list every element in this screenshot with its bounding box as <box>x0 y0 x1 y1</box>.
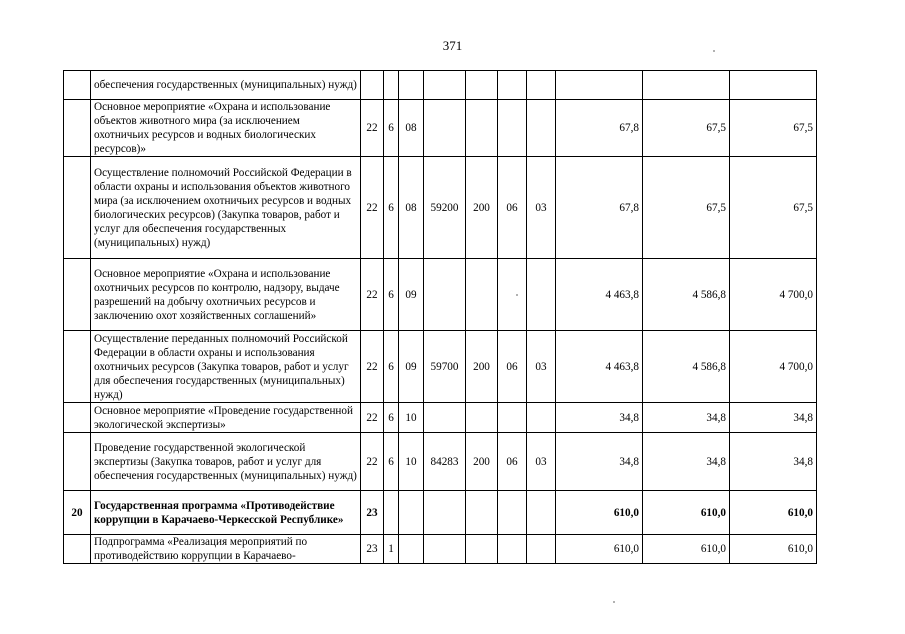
value-year-3: 610,0 <box>730 491 817 535</box>
value-year-1: 4 463,8 <box>556 331 643 403</box>
code-measure: 09 <box>399 331 424 403</box>
item-name: Государственная программа «Противодействие коррупции в Карачаево-Черкесской Республике» <box>91 491 361 535</box>
code-expense-type: 200 <box>466 157 498 259</box>
value-year-1: 4 463,8 <box>556 259 643 331</box>
table-row <box>64 331 817 403</box>
item-name: Проведение государственной экологической экспертизы (Закупка товаров, работ и услуг для обеспечения государственных (муниципальных) нужд) <box>91 433 361 491</box>
scan-speck <box>613 601 615 603</box>
code-expense-type <box>466 491 498 535</box>
value-year-3: 67,5 <box>730 100 817 157</box>
table-row <box>64 535 817 564</box>
budget-table <box>63 70 817 564</box>
code-direction <box>424 100 466 157</box>
item-name: Основное мероприятие «Охрана и использование объектов животного мира (за исключением охотничьих ресурсов и водных биологических ресурсов)» <box>91 100 361 157</box>
code-program: 22 <box>361 433 384 491</box>
row-number <box>64 100 91 157</box>
page-number: 371 <box>442 38 463 53</box>
row-number <box>64 259 91 331</box>
value-year-3: 4 700,0 <box>730 259 817 331</box>
table-row <box>64 157 817 259</box>
code-section <box>498 100 527 157</box>
code-subsection <box>527 403 556 433</box>
value-year-2 <box>643 71 730 100</box>
code-program: 22 <box>361 100 384 157</box>
value-year-1: 34,8 <box>556 403 643 433</box>
code-subprogram: 1 <box>384 535 399 564</box>
item-name: Основное мероприятие «Охрана и использование охотничьих ресурсов по контролю, надзору, выдаче разрешений на добычу охотничьих ресурсов и заключению охот хозяйственных соглашений» <box>91 259 361 331</box>
code-subsection <box>527 100 556 157</box>
row-number <box>64 331 91 403</box>
code-subprogram: 6 <box>384 100 399 157</box>
code-direction <box>424 535 466 564</box>
code-subprogram: 6 <box>384 433 399 491</box>
code-direction: 59700 <box>424 331 466 403</box>
value-year-2: 4 586,8 <box>643 259 730 331</box>
value-year-1 <box>556 71 643 100</box>
code-subprogram: 6 <box>384 403 399 433</box>
value-year-1: 67,8 <box>556 100 643 157</box>
value-year-1: 610,0 <box>556 535 643 564</box>
value-year-1: 610,0 <box>556 491 643 535</box>
row-number <box>64 535 91 564</box>
code-section: 06 <box>498 433 527 491</box>
code-section <box>498 535 527 564</box>
code-section <box>498 491 527 535</box>
code-subsection <box>527 71 556 100</box>
code-subsection <box>527 259 556 331</box>
code-expense-type <box>466 535 498 564</box>
code-direction <box>424 259 466 331</box>
code-direction <box>424 403 466 433</box>
code-expense-type: 200 <box>466 433 498 491</box>
code-program: 22 <box>361 331 384 403</box>
value-year-3: 610,0 <box>730 535 817 564</box>
value-year-3: 34,8 <box>730 403 817 433</box>
code-subsection: 03 <box>527 433 556 491</box>
code-subprogram <box>384 491 399 535</box>
code-measure <box>399 71 424 100</box>
value-year-2: 34,8 <box>643 403 730 433</box>
value-year-1: 34,8 <box>556 433 643 491</box>
value-year-2: 34,8 <box>643 433 730 491</box>
value-year-3: 34,8 <box>730 433 817 491</box>
code-program: 23 <box>361 535 384 564</box>
row-number <box>64 433 91 491</box>
row-number: 20 <box>64 491 91 535</box>
value-year-2: 610,0 <box>643 535 730 564</box>
code-section <box>498 403 527 433</box>
code-subprogram: 6 <box>384 259 399 331</box>
code-direction <box>424 71 466 100</box>
code-direction: 84283 <box>424 433 466 491</box>
code-program: 22 <box>361 403 384 433</box>
code-measure: 10 <box>399 403 424 433</box>
value-year-2: 610,0 <box>643 491 730 535</box>
item-name: Осуществление переданных полномочий Российской Федерации в области охраны и использования охотничьих ресурсов (Закупка товаров, работ и услуг для обеспечения государственных (муниципальных) нужд) <box>91 331 361 403</box>
code-direction <box>424 491 466 535</box>
code-section: 06 <box>498 331 527 403</box>
code-subsection <box>527 535 556 564</box>
value-year-2: 67,5 <box>643 157 730 259</box>
table-row <box>64 259 817 331</box>
value-year-2: 4 586,8 <box>643 331 730 403</box>
code-subprogram: 6 <box>384 331 399 403</box>
code-section <box>498 259 527 331</box>
code-program: 22 <box>361 157 384 259</box>
code-measure <box>399 491 424 535</box>
table-row <box>64 403 817 433</box>
row-number <box>64 157 91 259</box>
code-measure: 10 <box>399 433 424 491</box>
code-program: 23 <box>361 491 384 535</box>
code-section: 06 <box>498 157 527 259</box>
code-program <box>361 71 384 100</box>
value-year-1: 67,8 <box>556 157 643 259</box>
code-measure: 08 <box>399 157 424 259</box>
table-row <box>64 71 817 100</box>
code-measure <box>399 535 424 564</box>
code-subprogram: 6 <box>384 157 399 259</box>
scan-speck <box>516 294 518 296</box>
row-number <box>64 403 91 433</box>
item-name: обеспечения государственных (муниципальных) нужд) <box>91 71 361 100</box>
value-year-3: 4 700,0 <box>730 331 817 403</box>
code-program: 22 <box>361 259 384 331</box>
code-expense-type: 200 <box>466 331 498 403</box>
item-name: Основное мероприятие «Проведение государственной экологической экспертизы» <box>91 403 361 433</box>
table-row <box>64 433 817 491</box>
code-expense-type <box>466 403 498 433</box>
value-year-2: 67,5 <box>643 100 730 157</box>
scan-speck <box>713 50 715 52</box>
code-subsection: 03 <box>527 331 556 403</box>
code-expense-type <box>466 71 498 100</box>
item-name: Подпрограмма «Реализация мероприятий по противодействию коррупции в Карачаево- <box>91 535 361 564</box>
row-number <box>64 71 91 100</box>
code-section <box>498 71 527 100</box>
code-subprogram <box>384 71 399 100</box>
code-measure: 09 <box>399 259 424 331</box>
code-subsection: 03 <box>527 157 556 259</box>
code-measure: 08 <box>399 100 424 157</box>
code-expense-type <box>466 100 498 157</box>
code-direction: 59200 <box>424 157 466 259</box>
table-row <box>64 100 817 157</box>
item-name: Осуществление полномочий Российской Федерации в области охраны и использования объектов животного мира (за исключением охотничьих ресурсов и водных биологических ресурсов) (Закупка товаров, работ и услуг для обеспечения государственных (муниципальных) нужд) <box>91 157 361 259</box>
code-expense-type <box>466 259 498 331</box>
value-year-3: 67,5 <box>730 157 817 259</box>
code-subsection <box>527 491 556 535</box>
table-row <box>64 491 817 535</box>
value-year-3 <box>730 71 817 100</box>
